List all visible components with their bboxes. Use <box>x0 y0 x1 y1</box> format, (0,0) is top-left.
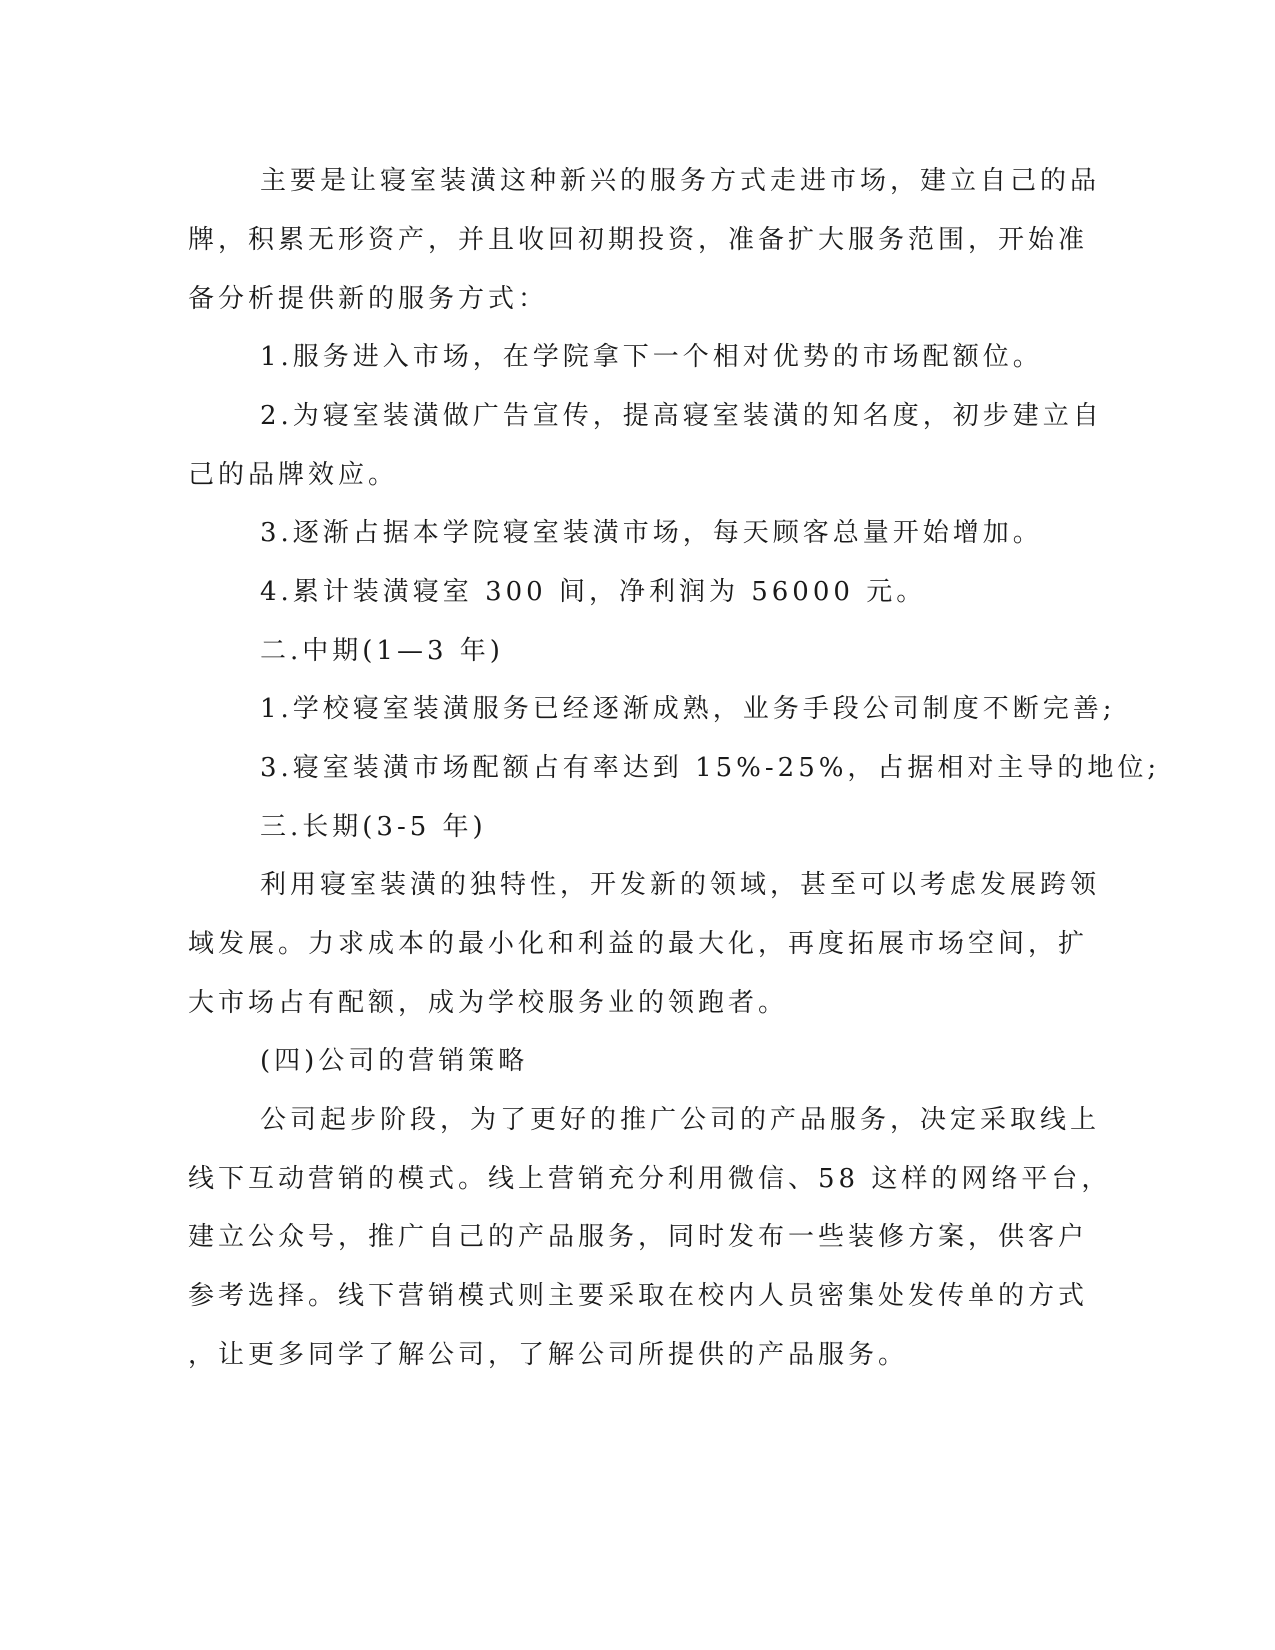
paragraph-line: 备分析提供新的服务方式： <box>188 284 549 314</box>
paragraph-line: 利用寝室装潢的独特性，开发新的领域，甚至可以考虑发展跨领 <box>260 870 1101 900</box>
paragraph-line: ，让更多同学了解公司，了解公司所提供的产品服务。 <box>188 1340 909 1370</box>
paragraph-line: 域发展。力求成本的最小化和利益的最大化，再度拓展市场空间，扩 <box>188 929 1089 959</box>
paragraph-line: 牌，积累无形资产，并且收回初期投资，准备扩大服务范围，开始准 <box>188 225 1089 255</box>
paragraph-line: 建立公众号，推广自己的产品服务，同时发布一些装修方案，供客户 <box>188 1222 1089 1252</box>
paragraph-line: 公司起步阶段，为了更好的推广公司的产品服务，决定采取线上 <box>260 1105 1101 1135</box>
list-item-line: 1.学校寝室装潢服务已经逐渐成熟，业务手段公司制度不断完善; <box>260 694 1116 724</box>
paragraph-line: 线下互动营销的模式。线上营销充分利用微信、58 这样的网络平台， <box>188 1164 1112 1194</box>
list-item-line: 己的品牌效应。 <box>188 460 399 490</box>
section-heading: 三.长期(3-5 年) <box>260 812 487 842</box>
section-heading: (四)公司的营销策略 <box>260 1046 529 1076</box>
list-item-line: 3.寝室装潢市场配额占有率达到 15%-25%，占据相对主导的地位; <box>260 753 1161 783</box>
paragraph-line: 参考选择。线下营销模式则主要采取在校内人员密集处发传单的方式 <box>188 1281 1089 1311</box>
section-heading: 二.中期(1—3 年) <box>260 636 504 666</box>
list-item-line: 1.服务进入市场，在学院拿下一个相对优势的市场配额位。 <box>260 342 1043 372</box>
paragraph-line: 主要是让寝室装潢这种新兴的服务方式走进市场，建立自己的品 <box>260 166 1101 196</box>
list-item-line: 3.逐渐占据本学院寝室装潢市场，每天顾客总量开始增加。 <box>260 518 1043 548</box>
list-item-line: 4.累计装潢寝室 300 间，净利润为 56000 元。 <box>260 577 927 607</box>
list-item-line: 2.为寝室装潢做广告宣传，提高寝室装潢的知名度，初步建立自 <box>260 401 1103 431</box>
paragraph-line: 大市场占有配额，成为学校服务业的领跑者。 <box>188 988 789 1018</box>
